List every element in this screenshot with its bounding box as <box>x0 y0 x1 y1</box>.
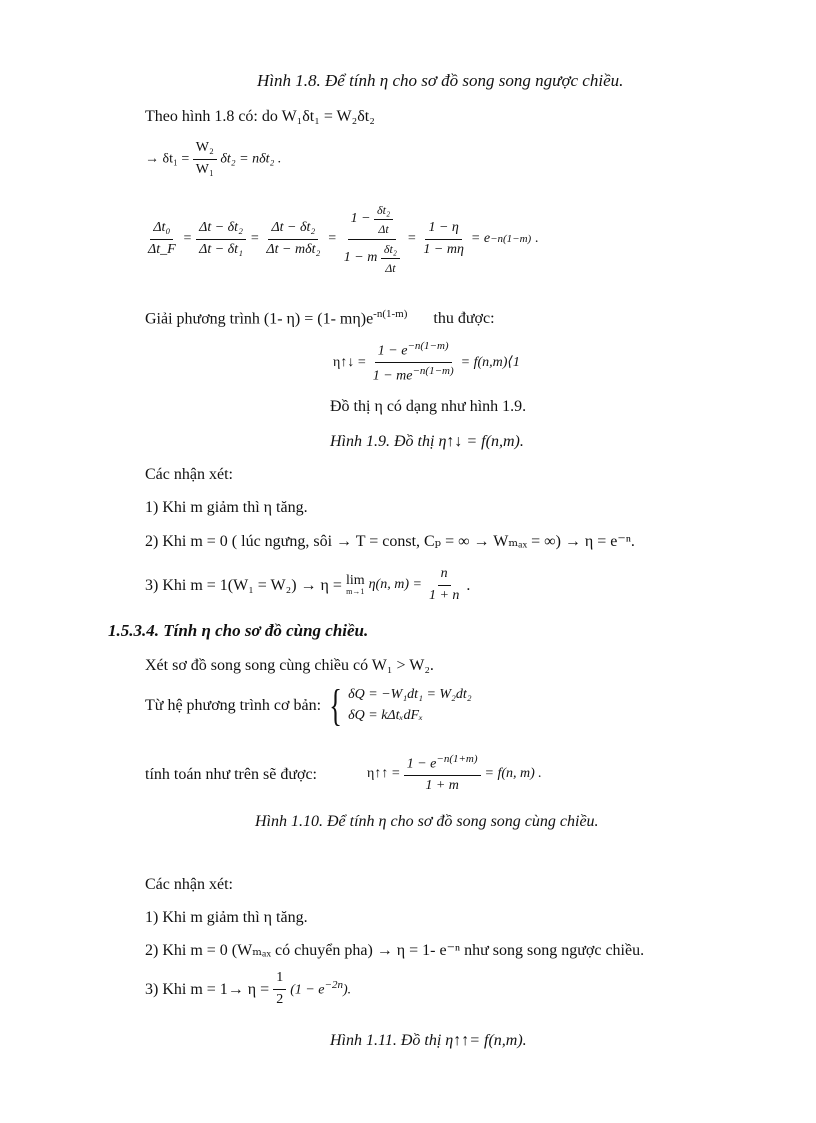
figure-caption-1-8: Hình 1.8. Để tính η cho sơ đồ song song ngược chiều. <box>257 71 624 90</box>
eq-rhs: δt₂ = nδt₂ . <box>220 151 282 167</box>
text-line: Đồ thị η có dạng như hình 1.9. <box>330 398 527 415</box>
figure-caption-1-11: Hình 1.11. Đồ thị η↑↑= f(n,m). <box>330 1032 527 1049</box>
list-item: 1) Khi m giảm thì η tăng. <box>145 499 308 516</box>
equation-dt-ratio: $\frac{\text{Δt₀}}{\Delta t\_F}$ = $\frac{\text{Δt − δt₂}}{\text{Δt − δt₁}}$ = $\frac{\text{Δt − δt₂}}{\text{Δt − mδt₂}}$ = 1 − $\frac{\text{δt₂}}{\Delta t}$ 1 − m $\frac{\text{δt₂}}{\Delta t}$ = $\frac{1 - \eta}{1 - m\eta}$ = e −n(1−m) . <box>148 203 539 276</box>
text-line: Các nhận xét: <box>145 876 233 893</box>
system-eq-1: δQ = −W₁dt₁ = W₂dt₂ <box>348 687 472 703</box>
text-line: Theo hình 1.8 có: do W₁δt₁ = W₂δt₂ <box>145 108 375 125</box>
list-item: 2) Khi m = 0 (Wₘₐₓ có chuyển pha) → η = 1- e⁻ⁿ như song song ngược chiều. <box>145 942 645 959</box>
eq-lhs: → δt₁ = <box>145 151 190 167</box>
equation-system: Từ hệ phương trình cơ bản: { δQ = −W₁dt₁ = W₂dt₂ δQ = kΔtₓdFₓ <box>145 681 472 730</box>
equation-dt1 <box>145 140 281 179</box>
system-eq-2: δQ = kΔtₓdFₓ <box>348 708 424 723</box>
section-heading: 1.5.3.4. Tính η cho sơ đồ cùng chiều. <box>108 621 369 640</box>
equation-eta-counter: η↑↓ = $\frac{1 - e^{-n(1-m)}}{1 - me^{-n(1-m)}}$ = f(n,m)⟨1 <box>333 340 520 385</box>
list-item: 3) Khi m = 1(W₁ = W₂) → η = lim m→1 η(n, m) = $\frac{n}{1 + n}$ . <box>145 566 471 603</box>
text-line: Các nhận xét: <box>145 466 233 483</box>
list-item: 2) Khi m = 0 ( lúc ngưng, sôi → T = const, Cₚ = ∞ → Wₘₐₓ = ∞) → η = e⁻ⁿ. <box>145 533 635 550</box>
figure-caption-1-10: Hình 1.10. Để tính η cho sơ đồ song song cùng chiều. <box>255 813 599 830</box>
figure-caption-1-9: Hình 1.9. Đồ thị η↑↓ = f(n,m). <box>330 433 524 450</box>
text-line: Xét sơ đồ song song cùng chiều có W₁ > W₂. <box>145 657 434 674</box>
text-line: Giải phương trình (1- η) = (1- $m\eta)e^{-n(1-m)}$ thu được: <box>145 308 495 328</box>
equation-eta-parallel: tính toán như trên sẽ được: η↑↑ = $\frac{1 - e^{-n(1+m)}}{1 + m}$ = f(n, m) . <box>145 753 542 794</box>
fraction: $\frac{\text{W₂}}{\text{W₁}}$ <box>193 140 217 179</box>
list-item: 1) Khi m giảm thì η tăng. <box>145 909 308 926</box>
list-item: 3) Khi m = 1→ η = $\frac{1}{2}$ $(1 - e^{-2n})$. <box>145 970 352 1007</box>
